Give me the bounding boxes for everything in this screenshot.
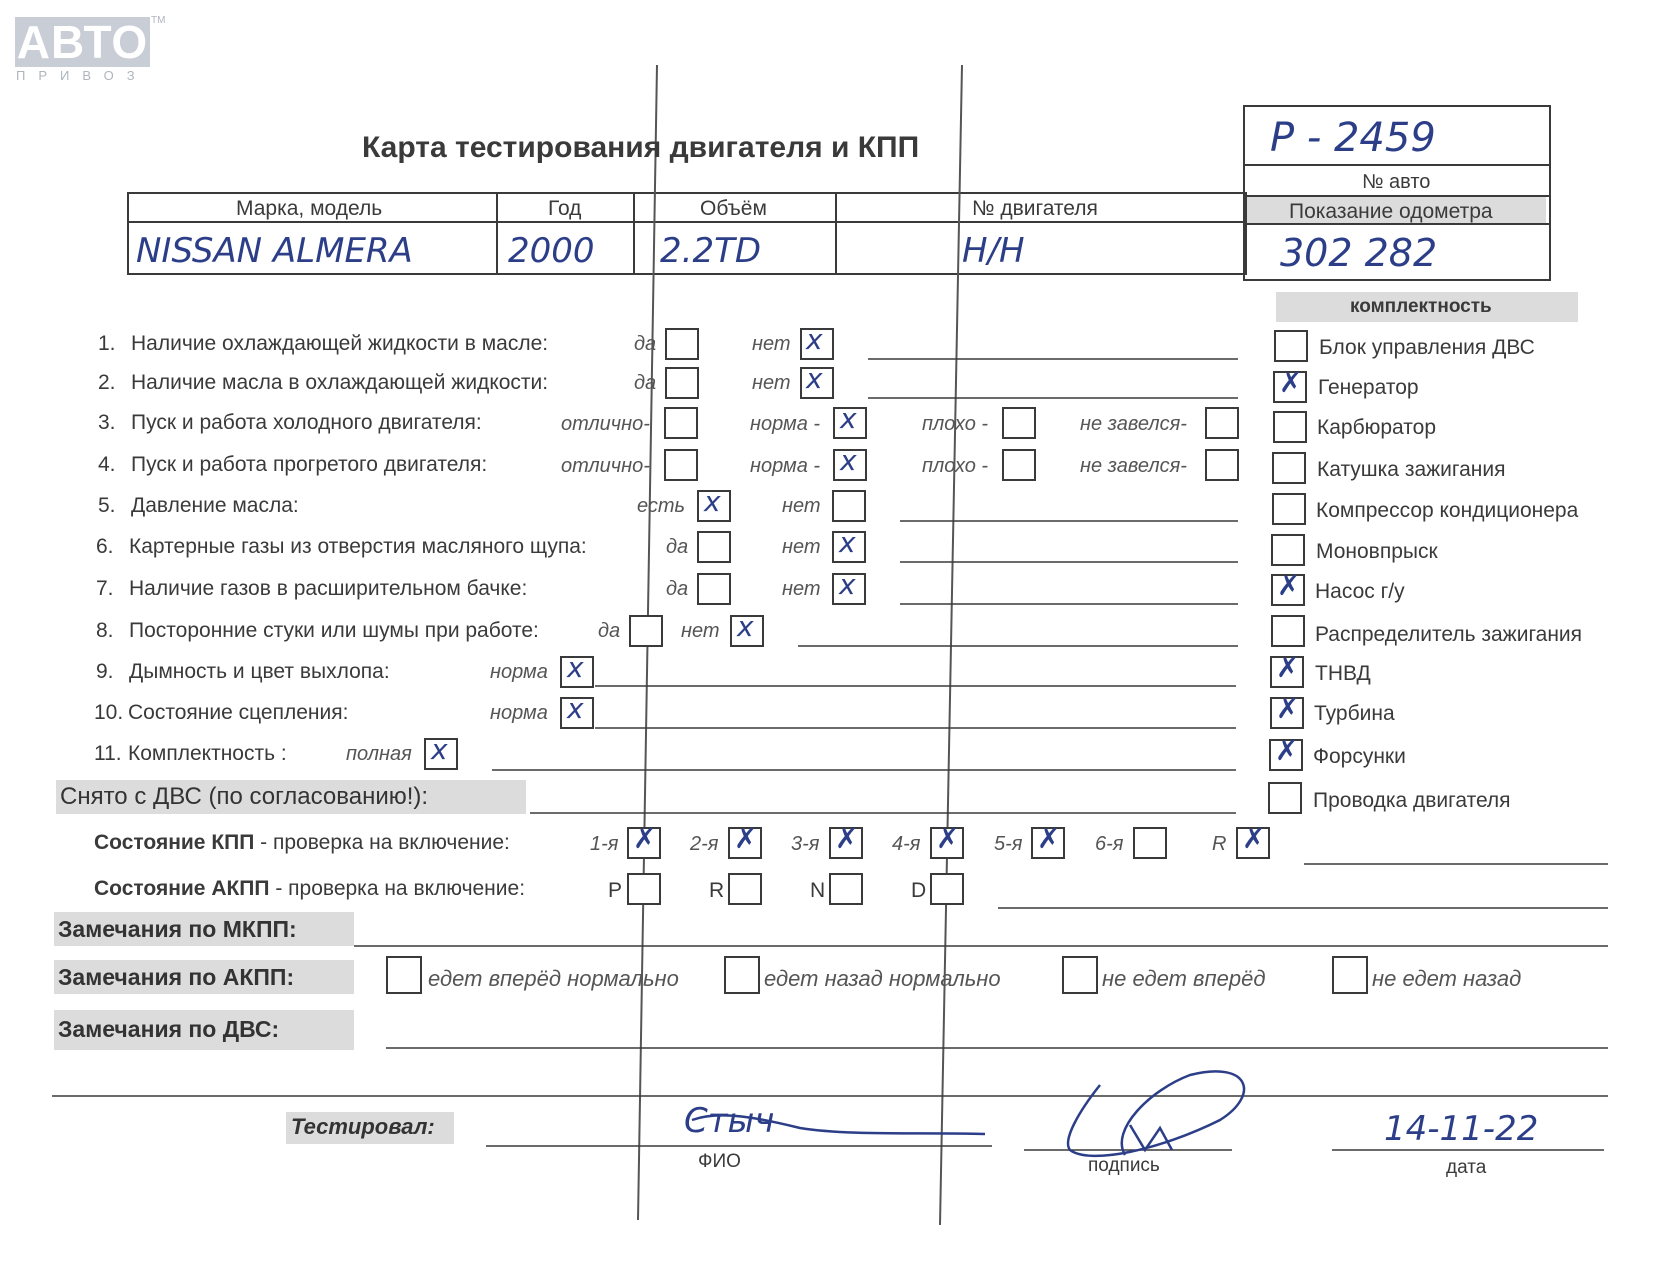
akpp-mode-n-label: N xyxy=(810,879,826,902)
item-1-mark: x xyxy=(806,323,823,356)
odometer-label: Показание одометра xyxy=(1289,200,1493,223)
kpp-gear-1-mark: ✗ xyxy=(633,822,657,855)
komplekt-label-5: Компрессор кондиционера xyxy=(1316,499,1579,522)
item-4-number: 4. xyxy=(98,453,116,476)
komplekt-label-9: ТНВД xyxy=(1315,662,1371,685)
item-6-opt-net: нет xyxy=(782,536,821,558)
akpp-label xyxy=(94,878,525,899)
akpp-no-reverse-checkbox[interactable] xyxy=(1332,956,1368,994)
item-4-checkbox-no-start[interactable] xyxy=(1205,449,1239,481)
item-11-mark: x xyxy=(431,733,448,766)
item-10-opt-norm: норма xyxy=(490,702,548,724)
header-value-engine-no: Н/Н xyxy=(962,231,1025,271)
auto-no-label: № авто xyxy=(1362,171,1431,193)
kpp-label xyxy=(94,832,510,853)
komplekt-checkbox-1[interactable] xyxy=(1274,330,1308,362)
header-value-year: 2000 xyxy=(508,231,595,271)
page-title: Карта тестирования двигателя и КПП xyxy=(362,131,920,164)
akpp-reverse-ok-label: едет назад нормально xyxy=(764,966,1001,991)
item-7-label: Наличие газов в расширительном бачке: xyxy=(129,577,528,600)
item-8-label: Посторонние стуки или шумы при работе: xyxy=(129,619,539,642)
komplekt-mark-10: ✗ xyxy=(1276,692,1300,725)
komplekt-mark-11: ✗ xyxy=(1275,734,1299,767)
item-7-opt-net: нет xyxy=(782,578,821,600)
item-6-checkbox-da[interactable] xyxy=(697,531,731,563)
header-value-volume: 2.2TD xyxy=(660,231,762,271)
remarks-mkpp-label: Замечания по МКПП: xyxy=(58,916,297,942)
item-11-number: 11. xyxy=(94,742,122,765)
item-3-checkbox-no-start[interactable] xyxy=(1205,407,1239,439)
kpp-gear-4-mark: ✗ xyxy=(936,822,960,855)
item-11-opt-full: полная xyxy=(346,743,412,765)
komplekt-checkbox-3[interactable] xyxy=(1273,411,1307,443)
item-4-label: Пуск и работа прогретого двигателя: xyxy=(131,453,488,476)
akpp-mode-r-checkbox[interactable] xyxy=(728,873,762,905)
item-9-label: Дымность и цвет выхлопа: xyxy=(129,660,390,683)
item-2-opt-net: нет xyxy=(752,372,791,394)
item-5-checkbox-no[interactable] xyxy=(832,490,866,522)
fio-label: ФИО xyxy=(698,1151,741,1172)
akpp-label-bold: Состояние АКПП xyxy=(94,877,270,900)
akpp-mode-d-label: D xyxy=(911,879,927,902)
item-2-opt-da: да xyxy=(634,372,657,394)
kpp-gear-6-checkbox[interactable] xyxy=(1133,827,1167,859)
kpp-label-bold: Состояние КПП xyxy=(94,831,255,854)
header-col-model: Марка, модель xyxy=(236,197,383,220)
item-10-number: 10. xyxy=(94,701,124,724)
komplekt-checkbox-5[interactable] xyxy=(1272,493,1306,525)
akpp-reverse-ok-checkbox[interactable] xyxy=(724,956,760,994)
akpp-forward-ok-label: едет вперёд нормально xyxy=(428,966,679,991)
logo-text: АВТО xyxy=(16,16,149,68)
akpp-mode-r-label: R xyxy=(709,879,725,902)
item-3-opt-excellent: отлично- xyxy=(561,413,650,435)
akpp-no-forward-label: не едет вперёд xyxy=(1102,966,1266,991)
akpp-label-rest: - проверка на включение: xyxy=(269,877,526,900)
item-8-checkbox-da[interactable] xyxy=(629,615,663,647)
test-date: 14-11-22 xyxy=(1384,1109,1539,1149)
item-8-mark: x xyxy=(737,610,754,643)
item-4-opt-norm: норма - xyxy=(750,455,821,477)
remarks-dvs-label: Замечания по ДВС: xyxy=(58,1016,280,1042)
item-10-mark: x xyxy=(567,692,584,725)
komplekt-label-4: Катушка зажигания xyxy=(1317,458,1506,481)
header-col-year: Год xyxy=(548,197,582,220)
kpp-label-rest: - проверка на включение: xyxy=(254,831,510,854)
item-4-opt-bad: плохо - xyxy=(922,455,989,477)
komplekt-mark-9: ✗ xyxy=(1276,651,1300,684)
kpp-gear-6-label: 6-я xyxy=(1095,833,1124,855)
komplekt-label-11: Форсунки xyxy=(1313,745,1406,768)
item-1-opt-net: нет xyxy=(752,333,791,355)
item-11-label: Комплектность : xyxy=(128,742,287,765)
item-8-number: 8. xyxy=(96,619,114,642)
akpp-no-reverse-label: не едет назад xyxy=(1372,966,1522,991)
kpp-gear-5-mark: ✗ xyxy=(1037,822,1061,855)
item-3-number: 3. xyxy=(98,411,116,434)
tester-name: Стыч xyxy=(684,1101,775,1141)
item-5-opt-yes: есть xyxy=(637,495,686,517)
akpp-mode-p-checkbox[interactable] xyxy=(627,873,661,905)
header-col-engine-no: № двигателя xyxy=(972,197,1098,220)
akpp-mode-n-checkbox[interactable] xyxy=(829,873,863,905)
kpp-gear-3-label: 3-я xyxy=(791,833,820,855)
item-1-checkbox-da[interactable] xyxy=(665,328,699,360)
item-1-opt-da: да xyxy=(634,333,657,355)
header-col-volume: Объём xyxy=(700,197,767,220)
item-6-opt-da: да xyxy=(666,536,689,558)
item-6-mark: x xyxy=(839,526,856,559)
item-9-opt-norm: норма xyxy=(490,661,548,683)
item-4-mark: x xyxy=(840,444,857,477)
komplekt-checkbox-12[interactable] xyxy=(1268,782,1302,814)
item-3-mark: x xyxy=(840,402,857,435)
item-10-label: Состояние сцепления: xyxy=(128,701,349,724)
komplekt-mark-7: ✗ xyxy=(1277,569,1301,602)
akpp-forward-ok-checkbox[interactable] xyxy=(386,956,422,994)
item-3-checkbox-bad[interactable] xyxy=(1002,407,1036,439)
akpp-no-forward-checkbox[interactable] xyxy=(1062,956,1098,994)
komplekt-title: комплектность xyxy=(1350,296,1492,317)
akpp-mode-p-label: P xyxy=(608,879,623,902)
komplekt-label-1: Блок управления ДВС xyxy=(1319,336,1535,359)
komplekt-label-3: Карбюратор xyxy=(1317,416,1437,439)
item-7-checkbox-da[interactable] xyxy=(697,573,731,605)
item-7-opt-da: да xyxy=(666,578,689,600)
date-label: дата xyxy=(1446,1157,1487,1178)
komplekt-checkbox-8[interactable] xyxy=(1271,615,1305,647)
header-value-model: NISSAN ALMERA xyxy=(136,231,413,271)
kpp-gear-2-label: 2-я xyxy=(690,833,719,855)
komplekt-checkbox-6[interactable] xyxy=(1271,534,1305,566)
tested-by-label: Тестировал: xyxy=(291,1114,435,1139)
kpp-gear-r-mark: ✗ xyxy=(1242,822,1266,855)
kpp-gear-4-label: 4-я xyxy=(892,833,921,855)
komplekt-label-6: Моновпрыск xyxy=(1316,540,1438,563)
item-4-opt-excellent: отлично- xyxy=(561,455,650,477)
kpp-gear-3-mark: ✗ xyxy=(835,822,859,855)
item-6-number: 6. xyxy=(96,535,114,558)
item-4-checkbox-bad[interactable] xyxy=(1002,449,1036,481)
item-3-opt-norm: норма - xyxy=(750,413,821,435)
item-8-opt-net: нет xyxy=(681,620,720,642)
komplekt-label-2: Генератор xyxy=(1318,376,1419,399)
remarks-akpp-label: Замечания по АКПП: xyxy=(58,964,295,990)
item-5-mark: x xyxy=(704,485,721,518)
item-6-label: Картерные газы из отверстия масляного щупа: xyxy=(129,535,587,558)
item-5-label: Давление масла: xyxy=(131,494,299,517)
item-9-mark: x xyxy=(567,651,584,684)
kpp-gear-1-label: 1-я xyxy=(590,833,619,855)
odometer-value: 302 282 xyxy=(1280,231,1438,275)
item-9-number: 9. xyxy=(96,660,114,683)
removed-label: Снято с ДВС (по согласованию!): xyxy=(60,783,429,810)
komplekt-label-7: Насос г/у xyxy=(1315,580,1405,603)
logo-trademark: TM xyxy=(151,15,166,26)
item-2-mark: x xyxy=(806,362,823,395)
item-3-opt-bad: плохо - xyxy=(922,413,989,435)
komplekt-label-12: Проводка двигателя xyxy=(1313,789,1511,812)
item-4-opt-no-start: не завелся- xyxy=(1080,455,1187,477)
item-1-label: Наличие охлаждающей жидкости в масле: xyxy=(131,332,549,355)
item-3-checkbox-excellent[interactable] xyxy=(664,407,698,439)
kpp-gear-5-label: 5-я xyxy=(994,833,1023,855)
item-4-checkbox-excellent[interactable] xyxy=(664,449,698,481)
item-1-number: 1. xyxy=(98,332,116,355)
kpp-gear-2-mark: ✗ xyxy=(734,822,758,855)
auto-no-value: Р - 2459 xyxy=(1270,115,1436,161)
item-2-label: Наличие масла в охлаждающей жидкости: xyxy=(131,371,549,394)
signature-label: подпись xyxy=(1088,1155,1160,1176)
item-3-opt-no-start: не завелся- xyxy=(1080,413,1187,435)
komplekt-label-8: Распределитель зажигания xyxy=(1315,623,1583,646)
komplekt-mark-2: ✗ xyxy=(1279,366,1303,399)
item-3-label: Пуск и работа холодного двигателя: xyxy=(131,411,482,434)
komplekt-checkbox-4[interactable] xyxy=(1272,452,1306,484)
item-8-opt-da: да xyxy=(598,620,621,642)
akpp-mode-d-checkbox[interactable] xyxy=(930,873,964,905)
item-7-mark: x xyxy=(839,568,856,601)
item-2-checkbox-da[interactable] xyxy=(665,367,699,399)
item-5-number: 5. xyxy=(98,494,116,517)
item-5-opt-no: нет xyxy=(782,495,821,517)
kpp-gear-r-label: R xyxy=(1212,833,1227,855)
logo-subtitle: ПРИВОЗ xyxy=(16,68,148,83)
item-2-number: 2. xyxy=(98,371,116,394)
komplekt-label-10: Турбина xyxy=(1314,702,1395,725)
item-7-number: 7. xyxy=(96,577,114,600)
